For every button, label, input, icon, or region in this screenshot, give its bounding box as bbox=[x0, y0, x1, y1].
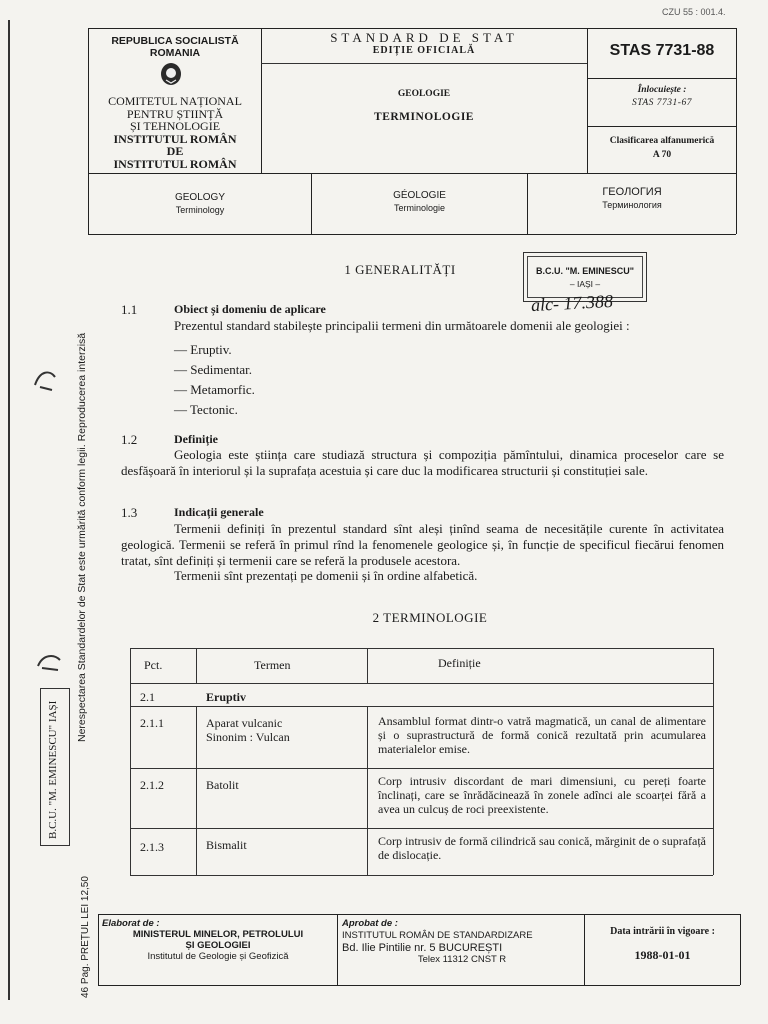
section-1-2-title: Definiție bbox=[174, 432, 218, 446]
table-row-definition: Corp intrusiv discordant de mari dimensiuni, cu pereți foarte înclinați, care se înrădăcinează în zonele adînci ale scoarței fără a avea un culcuș de roci preexistente. bbox=[378, 774, 706, 816]
margin-mark bbox=[30, 365, 60, 395]
section-2-title: 2 TERMINOLOGIE bbox=[372, 610, 488, 625]
replaces-value: STAS 7731-67 bbox=[632, 98, 692, 108]
classification-value: A 70 bbox=[652, 150, 672, 160]
footer-elaborated: Elaborat de : MINISTERUL MINELOR, PETROLULUI ȘI GEOLOGIEI Institutul de Geologie și Geofizică bbox=[102, 918, 304, 962]
domain-list-item: — Sedimentar. bbox=[174, 362, 252, 377]
section-1-3-text: Termenii definiți în prezentul standard sînt aleși ținînd seama de necesitățile curente în activitatea geologică. Termenii se referă în primul rînd la fenomenele geologice și, în funcție de specificul fiecărui fenomen tratat, sînt definiți și termenii care se referă la produsele acestora. bbox=[121, 521, 724, 568]
stas-number: STAS 7731-88 bbox=[609, 42, 715, 59]
section-1-1-text: Prezentul standard stabilește principalii termeni din următoarele domenii ale geologiei : bbox=[174, 318, 630, 333]
section-1-title: 1 GENERALITĂȚI bbox=[344, 262, 456, 277]
left-margin-rule bbox=[8, 20, 10, 1000]
document-code: CZU 55 : 001.4. bbox=[662, 7, 726, 17]
table-row-number: 2.1.1 bbox=[140, 716, 164, 730]
translation-russian: ГЕОЛОГИЯ Терминология bbox=[602, 186, 662, 210]
section-1-2-text: Geologia este știința care studiază structura și compoziția pămîntului, dinamica proceselor care se desfășoară în interiorul și la suprafața acestuia și care duc la modificarea structurii și constituției sale. bbox=[121, 447, 724, 478]
translation-french: GÉOLOGIE Terminologie bbox=[393, 190, 446, 213]
table-row-definition: Ansamblul format dintr-o vatră magmatică, un canal de alimentare și o suprastructură de formă conică rezultată prin acumularea materialelor emise. bbox=[378, 714, 706, 756]
table-header-term: Termen bbox=[254, 658, 291, 672]
legal-notice-vertical: Nerespectarea Standardelor de Stat este urmărită conform legii. Reproducerea interzisă bbox=[76, 332, 88, 742]
subject-title: TERMINOLOGIE bbox=[374, 111, 474, 123]
section-1-2-number: 1.2 bbox=[121, 432, 138, 447]
table-row-number: 2.1.2 bbox=[140, 778, 164, 792]
table-row-term: Batolit bbox=[206, 778, 239, 792]
country-name: REPUBLICA SOCIALISTĂ ROMANIA bbox=[111, 35, 239, 59]
section-1-3-text-2: Termenii sînt prezentați pe domenii și în ordine alfabetică. bbox=[174, 568, 478, 583]
translation-english: GEOLOGY Terminology bbox=[174, 192, 225, 215]
table-row-term: Bismalit bbox=[206, 838, 247, 852]
library-stamp: B.C.U. "M. EMINESCU" – IAȘI – bbox=[523, 252, 647, 302]
library-stamp-vertical: B.C.U. "M. EMINESCU" IAȘI bbox=[40, 688, 70, 846]
committee-name: COMITETUL NAȚIONAL PENTRU ȘTIINȚĂ ȘI TEHNOLOGIE INSTITUTUL ROMÂN DE INSTITUTUL ROMÂN bbox=[108, 94, 242, 171]
classification-label: Clasificarea alfanumerică bbox=[609, 136, 715, 146]
table-header-number: Pct. bbox=[144, 658, 163, 672]
domain-list-item: — Eruptiv. bbox=[174, 342, 232, 357]
footer-effective-date: 1988-01-01 bbox=[634, 948, 691, 962]
edition-label: EDIȚIE OFICIALĂ bbox=[372, 45, 476, 56]
table-header-definition: Definiție bbox=[438, 656, 481, 670]
table-row-definition: Corp intrusiv de formă cilindrică sau conică, mărginit de o suprafață de dislocație. bbox=[378, 834, 707, 862]
margin-mark bbox=[34, 648, 64, 678]
domain-title: GEOLOGIE bbox=[397, 89, 451, 99]
standard-title: STANDARD DE STAT bbox=[330, 30, 518, 45]
footer-approved: Aprobat de : INSTITUTUL ROMÂN DE STANDARDIZARE Bd. Ilie Pintilie nr. 5 BUCUREȘTI Telex 11312 CNST R bbox=[342, 918, 533, 965]
domain-list-item: — Metamorfic. bbox=[174, 382, 255, 397]
table-group-number: 2.1 bbox=[140, 690, 155, 704]
coat-of-arms-emblem bbox=[160, 62, 182, 86]
footer-effective-label: Data intrării în vigoare : bbox=[610, 926, 715, 937]
table-row-term: Aparat vulcanic Sinonim : Vulcan bbox=[206, 716, 290, 744]
section-1-1-number: 1.1 bbox=[121, 302, 138, 317]
handwritten-inventory-number: alc- 17.388 bbox=[530, 290, 614, 316]
price-pages-vertical: 46 Pag. PREȚUL LEI 12,50 bbox=[80, 876, 91, 998]
section-1-3-number: 1.3 bbox=[121, 505, 138, 520]
replaces-label: Înlocuiește : bbox=[637, 85, 687, 95]
section-1-1-title: Obiect și domeniu de aplicare bbox=[174, 302, 326, 316]
domain-list-item: — Tectonic. bbox=[174, 402, 238, 417]
section-1-3-title: Indicații generale bbox=[174, 505, 264, 519]
table-row-number: 2.1.3 bbox=[140, 840, 164, 854]
table-group-label: Eruptiv bbox=[206, 690, 247, 704]
